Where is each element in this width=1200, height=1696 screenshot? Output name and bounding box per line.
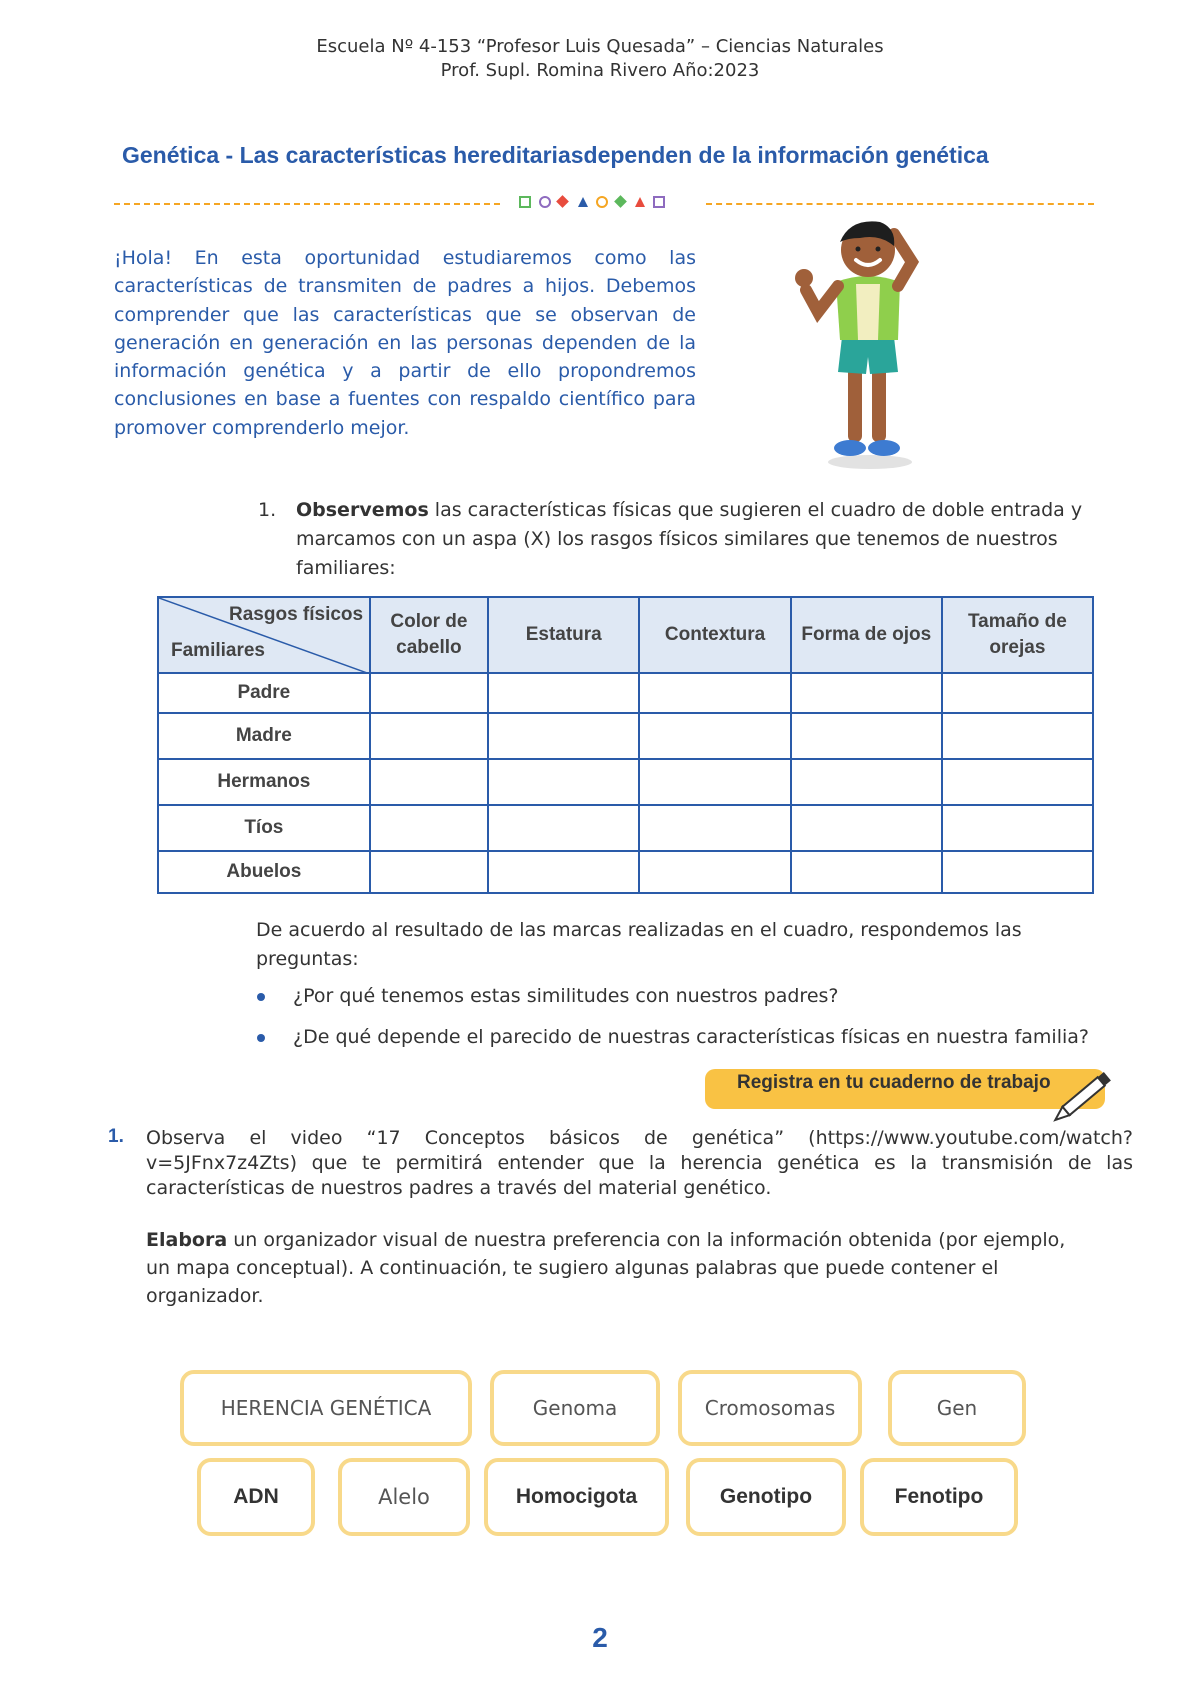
- word-box: Alelo: [338, 1458, 470, 1536]
- separator-right: [706, 203, 1094, 205]
- activity1-text: [296, 496, 1092, 583]
- table-cell[interactable]: [639, 805, 790, 851]
- row-label: Madre: [158, 713, 370, 759]
- traits-table: [157, 596, 1094, 894]
- table-cell[interactable]: [791, 851, 942, 893]
- table-cell[interactable]: [488, 805, 639, 851]
- column-header: Color de cabello: [370, 597, 488, 673]
- activity1-body: las características físicas que sugieren el cuadro de doble entrada y marcamos con un aspa (X) los rasgos físicos similares que tenemos de nuestros familiares:: [296, 499, 1083, 579]
- word-box: Genotipo: [686, 1458, 846, 1536]
- column-header: Tamaño de orejas: [942, 597, 1093, 673]
- word-box: Homocigota: [484, 1458, 669, 1536]
- word-box: Cromosomas: [678, 1370, 862, 1446]
- table-cell[interactable]: [370, 805, 488, 851]
- word-box: Genoma: [490, 1370, 660, 1446]
- table-cell[interactable]: [942, 851, 1093, 893]
- activity2-body: un organizador visual de nuestra preferencia con la información obtenida (por ejemplo, un mapa conceptual). A continuación, te sugiero algunas palabras que puede contener el organizador.: [146, 1229, 1066, 1307]
- register-label: Registra en tu cuaderno de trabajo: [737, 1072, 1051, 1093]
- column-header: Contextura: [639, 597, 790, 673]
- row-label: Tíos: [158, 805, 370, 851]
- table-cell[interactable]: [370, 759, 488, 805]
- corner-top-label: Rasgos físicos: [229, 604, 364, 625]
- question-item: ¿De qué depende el parecido de nuestras características físicas en nuestra familia?: [293, 1026, 1089, 1048]
- table-cell[interactable]: [370, 673, 488, 713]
- table-cell[interactable]: [942, 673, 1093, 713]
- column-header: Estatura: [488, 597, 639, 673]
- decorative-shapes: [518, 194, 688, 210]
- table-cell[interactable]: [639, 851, 790, 893]
- row-label: Padre: [158, 673, 370, 713]
- word-box: HERENCIA GENÉTICA: [180, 1370, 472, 1446]
- corner-bottom-label: Familiares: [171, 640, 265, 661]
- bullet-icon: [257, 993, 265, 1001]
- activity1-number: 1.: [258, 499, 277, 521]
- separator-left: [114, 203, 500, 205]
- table-cell[interactable]: [639, 673, 790, 713]
- activity1-bold: Observemos: [296, 499, 429, 521]
- questions-intro: De acuerdo al resultado de las marcas realizadas en el cuadro, respondemos las preguntas:: [256, 919, 1022, 970]
- boy-illustration: [790, 212, 940, 472]
- activity2-bold: Elabora: [146, 1229, 228, 1251]
- page-number: 2: [592, 1622, 608, 1653]
- table-cell[interactable]: [488, 713, 639, 759]
- activity2-instruction: [146, 1226, 1093, 1310]
- table-cell[interactable]: [791, 805, 942, 851]
- table-cell[interactable]: [791, 713, 942, 759]
- school-header: Escuela Nº 4-153 “Profesor Luis Quesada” – Ciencias Naturales: [316, 36, 884, 57]
- word-box: Gen: [888, 1370, 1026, 1446]
- row-label: Abuelos: [158, 851, 370, 893]
- question-item: ¿Por qué tenemos estas similitudes con nuestros padres?: [293, 985, 839, 1007]
- table-cell[interactable]: [488, 851, 639, 893]
- table-cell[interactable]: [370, 851, 488, 893]
- table-cell[interactable]: [488, 759, 639, 805]
- table-cell[interactable]: [791, 673, 942, 713]
- table-cell[interactable]: [639, 713, 790, 759]
- row-label: Hermanos: [158, 759, 370, 805]
- teacher-header: Prof. Supl. Romina Rivero Año:2023: [440, 60, 760, 81]
- bullet-icon: [257, 1034, 265, 1042]
- column-header: Forma de ojos: [791, 597, 942, 673]
- table-cell[interactable]: [370, 713, 488, 759]
- activity2-text: Observa el video “17 Conceptos básicos de genética” (https://www.youtube.com/watch?v=5JFnx7z4Zts) que te permitirá entender que la herencia genética es la transmisión de las características de nuestros padres a través del material genético.: [146, 1127, 1133, 1199]
- table-cell[interactable]: [942, 759, 1093, 805]
- table-cell[interactable]: [791, 759, 942, 805]
- word-box: ADN: [197, 1458, 315, 1536]
- table-cell[interactable]: [942, 713, 1093, 759]
- word-box: Fenotipo: [860, 1458, 1018, 1536]
- table-cell[interactable]: [942, 805, 1093, 851]
- pencil-icon: [1052, 1066, 1122, 1122]
- table-cell[interactable]: [639, 759, 790, 805]
- table-corner-cell: [158, 597, 370, 673]
- intro-paragraph: ¡Hola! En esta oportunidad estudiaremos como las características de transmiten de padres a hijos. Debemos comprender que las características que se observan de generación en generación en las personas dependen de la información genética y a partir de ello propondremos conclusiones en base a fuentes con respaldo científico para promover comprenderlo mejor.: [114, 247, 696, 439]
- activity2-number: 1.: [108, 1126, 124, 1147]
- page-title: Genética - Las características hereditariasdependen de la información genética: [122, 142, 989, 168]
- table-cell[interactable]: [488, 673, 639, 713]
